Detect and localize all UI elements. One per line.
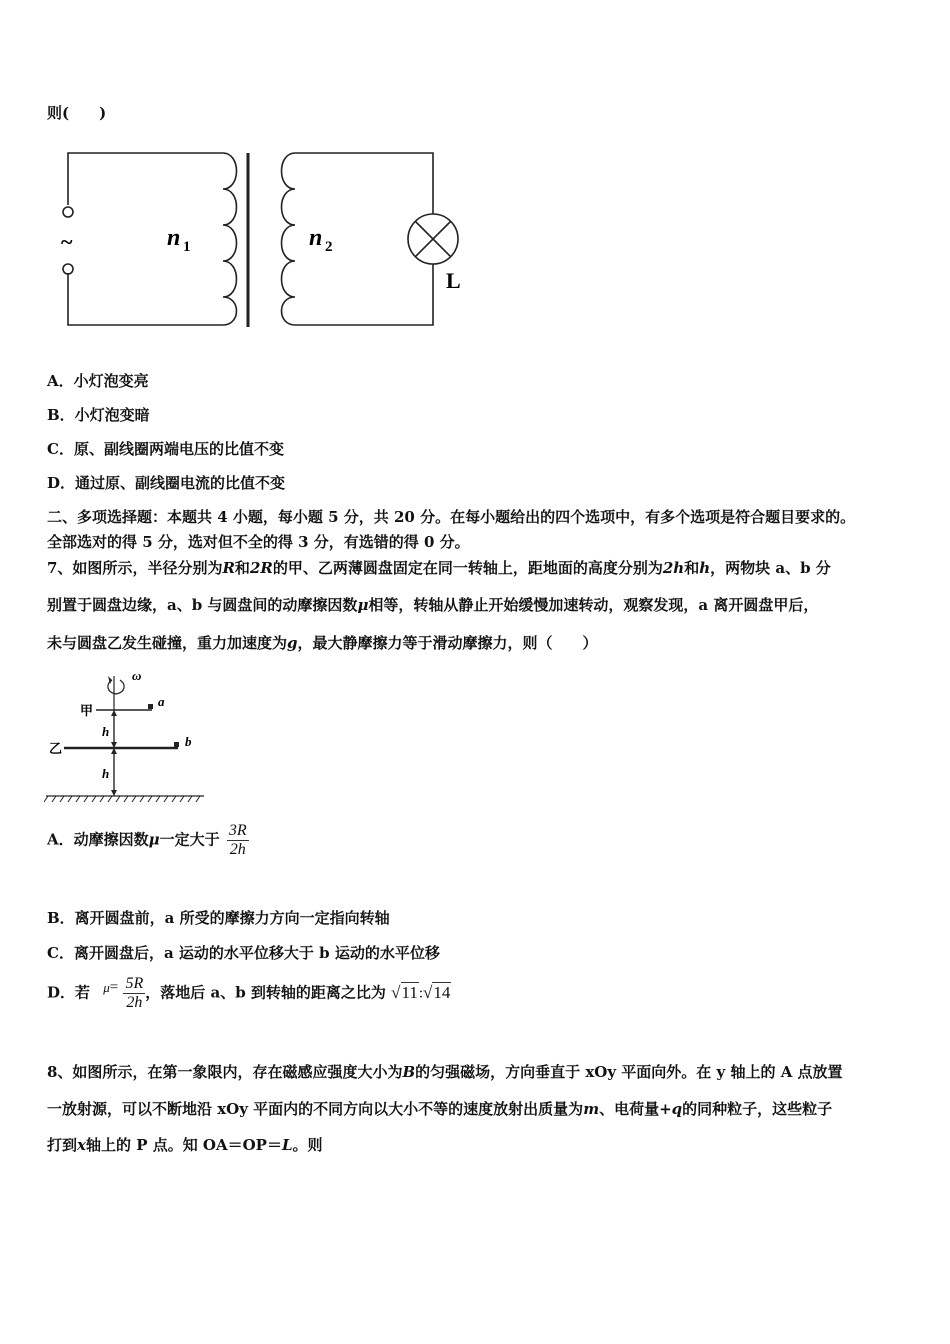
- disk-yi-label: 乙: [49, 741, 63, 756]
- q8-line2: 一放射源，可以不断地沿 xOy 平面内的不同方向以大小不等的速度放射出质量为m、电荷量+q的同种粒子，这些粒子: [47, 1100, 833, 1118]
- block-b-label: b: [185, 734, 192, 749]
- terminal-bottom: [63, 264, 73, 274]
- q6-option-d: D．通过原、副线圈电流的比值不变: [47, 474, 286, 492]
- transformer-figure: [55, 145, 475, 335]
- secondary-wire-bottom: [295, 264, 433, 325]
- q7-line1: 7、如图所示，半径分别为R和2R的甲、乙两薄圆盘固定在同一转轴上，距地面的高度分别为2h和h，两物块 a、b 分: [47, 559, 831, 577]
- q7-option-b: B．离开圆盘前，a 所受的摩擦力方向一定指向转轴: [47, 909, 390, 927]
- block-b: [174, 742, 179, 747]
- q7-option-a: A．动摩擦因数μ一定大于 $\frac{3R}{2h}$: [47, 822, 247, 858]
- disk-jia-label: 甲: [80, 703, 94, 718]
- ac-source-symbol: ~: [61, 229, 73, 254]
- secondary-coil: [282, 153, 296, 325]
- q6-option-a: A．小灯泡变亮: [47, 372, 149, 390]
- primary-subscript: 1: [183, 239, 191, 255]
- q6-tail: 则( ): [47, 104, 107, 122]
- q6-option-c: C．原、副线圈两端电压的比值不变: [47, 440, 284, 458]
- q7-option-d: D．若 μ= $\frac{5R}{2h}$ ，落地后 a、b 到转轴的距离之比为 √11:√14: [47, 975, 451, 1011]
- q7-option-c: C．离开圆盘后，a 运动的水平位移大于 b 运动的水平位移: [47, 944, 440, 962]
- lamp-label: L: [446, 268, 461, 293]
- terminal-top: [63, 207, 73, 217]
- disk-figure: [44, 666, 214, 806]
- h-bottom-label: h: [102, 766, 110, 781]
- sqrt-11: √11: [391, 982, 418, 1002]
- omega-label: ω: [132, 668, 142, 683]
- fraction-3r-2h: $\frac{3R}{2h}$: [228, 822, 247, 858]
- q8-line3: 打到x轴上的 P 点。知 OA＝OP＝L。则: [47, 1136, 323, 1154]
- block-a-label: a: [158, 694, 165, 709]
- secondary-label: n: [309, 225, 323, 251]
- sqrt-14: √14: [423, 982, 451, 1002]
- fraction-5r-2h: $\frac{5R}{2h}$: [125, 975, 144, 1011]
- secondary-subscript: 2: [325, 239, 333, 255]
- primary-label: n: [167, 225, 181, 251]
- secondary-wire-top: [295, 153, 433, 214]
- primary-wire-bottom: [68, 273, 223, 325]
- h-top-label: h: [102, 724, 110, 739]
- q8-line1: 8、如图所示，在第一象限内，存在磁感应强度大小为B的匀强磁场，方向垂直于 xOy 平面向外。在 y 轴上的 A 点放置: [47, 1063, 843, 1081]
- section2-line1: 二、多项选择题：本题共 4 小题，每小题 5 分，共 20 分。在每小题给出的四个选项中，有多个选项是符合题目要求的。: [47, 508, 856, 526]
- primary-wire-top: [68, 153, 223, 205]
- q7-line3: 未与圆盘乙发生碰撞，重力加速度为g，最大静摩擦力等于滑动摩擦力，则（ ）: [47, 634, 598, 652]
- block-a: [148, 704, 153, 709]
- section2-line2: 全部选对的得 5 分，选对但不全的得 3 分，有选错的得 0 分。: [47, 533, 470, 551]
- q6-option-b: B．小灯泡变暗: [47, 406, 150, 424]
- primary-coil: [223, 153, 237, 325]
- q7-line2: 别置于圆盘边缘，a、b 与圆盘间的动摩擦因数μ相等，转轴从静止开始缓慢加速转动，观察发现，a 离开圆盘甲后，: [47, 596, 819, 614]
